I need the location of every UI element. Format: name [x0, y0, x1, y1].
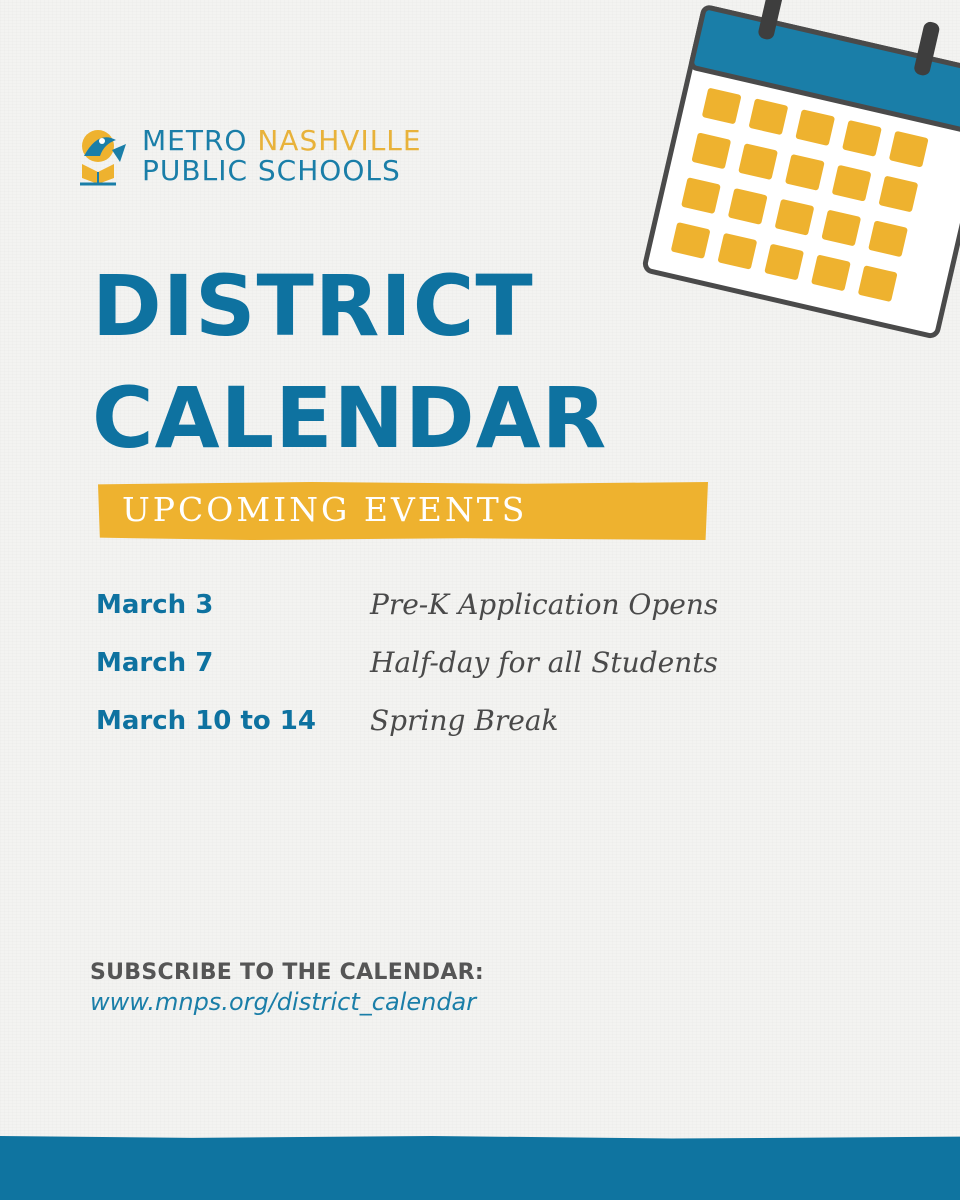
calendar-link[interactable]: www.mnps.org/district_calendar: [90, 988, 477, 1016]
logo-nashville: NASHVILLE: [257, 124, 422, 157]
calendar-icon: [620, 0, 960, 360]
mnps-logo[interactable]: [76, 126, 496, 192]
subscribe-label: SUBSCRIBE TO THE CALENDAR:: [90, 960, 484, 985]
title-line-calendar: CALENDAR: [92, 369, 608, 467]
page-title: [92, 250, 607, 474]
event-name: Spring Break: [370, 704, 559, 737]
events-list: [96, 584, 856, 758]
event-date: March 10 to 14: [96, 706, 316, 736]
event-row: [96, 642, 856, 700]
logo-public-schools: PUBLIC SCHOOLS: [142, 154, 401, 187]
title-line-district: DISTRICT: [92, 257, 534, 355]
event-date: March 7: [96, 648, 214, 678]
event-row: [96, 700, 856, 758]
upcoming-events-label: UPCOMING EVENTS: [122, 490, 528, 529]
event-row: [96, 584, 856, 642]
mnps-logo-icon: [76, 126, 130, 188]
logo-wordmark: [142, 126, 422, 186]
event-name: Half-day for all Students: [370, 646, 718, 679]
event-name: Pre-K Application Opens: [370, 588, 719, 621]
bottom-stripe: [0, 1136, 960, 1200]
logo-metro: METRO: [142, 124, 258, 157]
event-date: March 3: [96, 590, 214, 620]
